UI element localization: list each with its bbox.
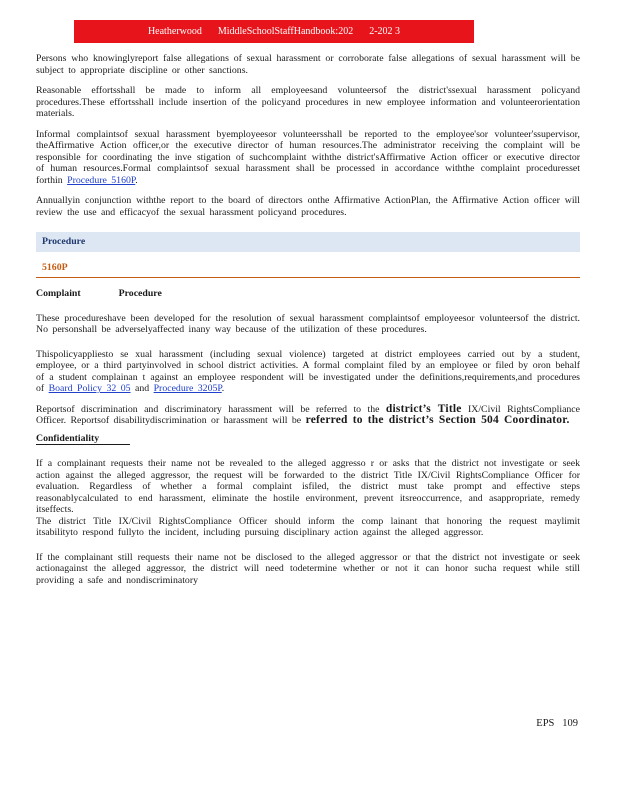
- complaint-paragraph-3-mid: IX/Civil RightsCompliance Officer. Reportsof disabilitydiscrimination or harassment will be: [36, 403, 581, 426]
- procedure-3205p-link[interactable]: Procedure 3205P: [153, 383, 222, 394]
- handbook-header-bar: [74, 20, 474, 43]
- complaint-paragraph-2: Thispolicyappliesto se xual harassment (including sexual violence) targeted at district employees carried out by a student, employee, or a third partyinvolved in school district activities. A formal complaint filed by an employee or filed by oron behalf of a student complainan t against an employee respondent will be investigated under the definitions,requirements,and procedures of Board Policy 32 05 and Procedure 3205P.: [36, 348, 580, 394]
- confidentiality-heading: Confidentiality: [36, 433, 130, 446]
- intro-paragraph-3: Informal complaintsof sexual harassment byemployeesor volunteersshall be reported to the employee'sor volunteer'ssupervisor, theAffirmative Action officer,or the executive director of human resources.The administrator receiving the complaint will be responsible for coordinating the inve stigation of suchcomplaint withthe district'sAffirmative Action officer or executive director of human resources.Formal complaintsof sexual harassment shall be processed in accordance withthe complaint proceduresset forthin Procedure 5160P.: [36, 128, 580, 186]
- section-504-emphasis: referred to the district’s Section 504 Coordinator.: [305, 414, 570, 426]
- intro-paragraph-3-text: Informal complaintsof sexual harassment byemployeesor volunteersshall be reported to the employee'sor volunteer'ssupervisor, theAffirmative Action officer,or the executive director of human resources.The administrator receiving the complaint will be responsible for coordinating the inve stigation of suchcomplaint withthe district'sAffirmative Action officer or executive director of human resources.Formal complaintsof sexual harassment shall be processed in accordance withthe complaint proceduresset forthin: [36, 128, 580, 186]
- and-word: and: [135, 383, 150, 394]
- procedure-number: 5160P: [36, 262, 580, 279]
- procedure-heading-word: Procedure: [118, 288, 162, 299]
- page-number: 109: [562, 718, 578, 729]
- procedure-section-header: Procedure: [36, 232, 580, 252]
- header-year: 2-202 3: [369, 25, 401, 37]
- complaint-paragraph-2-text: Thispolicyappliesto se xual harassment (including sexual violence) targeted at district employees carried out by a student, employee, or a third partyinvolved in school district activities. A formal complaint filed by an employee or filed by oron behalf of a student complainan t against an employee respondent will be investigated under the definitions,requirements,and procedures of: [36, 348, 580, 394]
- confidentiality-paragraph-2: The district Title IX/Civil RightsCompliance Officer should inform the comp lainant that honoring the request maylimit itsabilityto respond fullyto the incident, including pursuing disciplinary action against the alleged aggressor.: [36, 515, 580, 538]
- intro-paragraph-2: Reasonable effortsshall be made to inform all employeesand volunteersof the district'ssexual harassment policyand procedures.These effortsshall include insertion of the policyand procedures in new employee information and volunteerorientation materials.: [36, 85, 580, 119]
- intro-paragraph-4: Annuallyin conjunction withthe report to the board of directors onthe Affirmative ActionPlan, the Affirmative Action officer will review the use and efficacyof the sexual harassment policyand procedures.: [36, 195, 580, 218]
- complaint-paragraph-3: [36, 404, 580, 427]
- complaint-paragraph-1: These procedureshave been developed for the resolution of sexual harassment complaintsof employeesor volunteersof the district. No personshall be adverselyaffected inany way because of the utilization of these procedures.: [36, 312, 580, 335]
- complaint-heading-word: Complaint: [36, 288, 81, 299]
- footer-section: EPS: [536, 718, 555, 729]
- complaint-paragraph-3-text: Reportsof discrimination and discriminatory harassment will be referred to the: [36, 403, 380, 415]
- header-school: Heatherwood: [147, 25, 202, 37]
- confidentiality-paragraph-1: If a complainant requests their name not be revealed to the alleged aggresso r or asks that the district not investigate or seek action against the alleged aggressor, the request will be forwarded to the district Title IX/Civil RightsCompliance Officer for evaluation. Regardless of whether a formal complaint isfiled, the district must take prompt and effective steps reasonablycalculated to end harassment, eliminate the hostile environment, prevent itsreoccurrence, and asappropriate, remedy itseffects.: [36, 458, 580, 515]
- confidentiality-paragraph-3: If the complainant still requests their name not be disclosed to the alleged aggressor or that the district not investigate or seek actionagainst the alleged aggressor, the district will need todetermine whether or not it can honor sucha request while still providing a safe and nondiscriminatory: [36, 551, 580, 586]
- title-ix-emphasis: district’s Title: [385, 402, 462, 415]
- procedure-5160p-link[interactable]: Procedure 5160P: [67, 174, 136, 186]
- board-policy-3205-link[interactable]: Board Policy 32 05: [48, 383, 131, 394]
- complaint-procedure-heading: [36, 288, 580, 300]
- header-handbook: MiddleSchoolStaffHandbook:202: [217, 25, 354, 37]
- page-content: [36, 53, 580, 586]
- intro-paragraph-1: Persons who knowinglyreport false allegations of sexual harassment or corroborate false allegations of sexual harassment will be subject to appropriate discipline or other sanctions.: [36, 53, 580, 76]
- page-footer: [536, 718, 578, 730]
